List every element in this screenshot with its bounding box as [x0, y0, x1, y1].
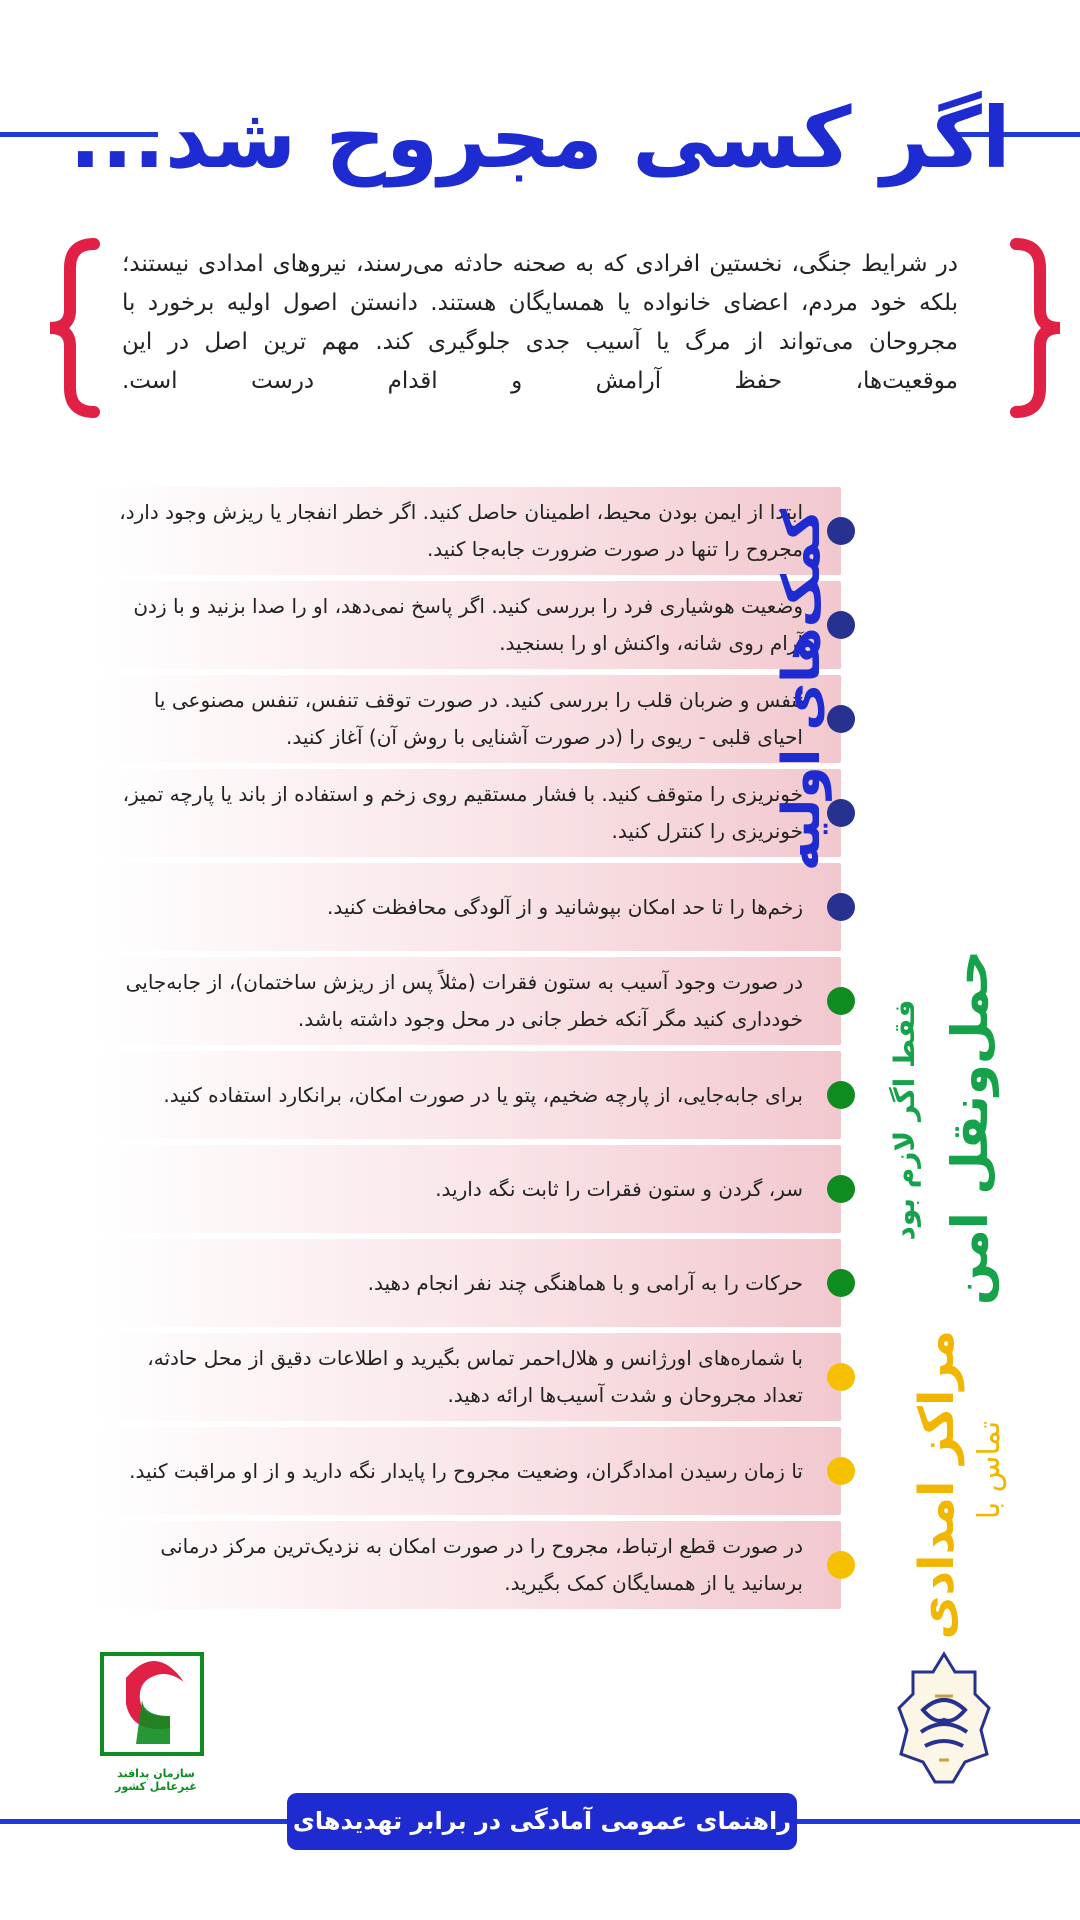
- footer-line-right: [794, 1819, 1080, 1824]
- list-item: [96, 863, 841, 951]
- list-item: [96, 581, 841, 669]
- list-item: [96, 1145, 841, 1233]
- list-item-text: تا زمان رسیدن امدادگران، وضعیت مجروح را پایدار نگه دارید و از او مراقبت کنید.: [129, 1458, 803, 1483]
- organization-logo: [96, 1648, 216, 1793]
- list-item-text: خونریزی را متوقف کنید. با فشار مستقیم روی زخم و استفاده از باند یا پارچه تمیز، خونریزی را کنترل کنید.: [122, 782, 803, 843]
- list-item: [96, 1051, 841, 1139]
- list-item: [96, 1333, 841, 1421]
- list-item: [96, 957, 841, 1045]
- section-title-first-aid: کمک‌های اولیه: [772, 508, 832, 872]
- list-item-text: با شماره‌های اورژانس و هلال‌احمر تماس بگیرید و اطلاعات دقیق از محل حادثه، تعداد مجروحان و شدت آسیب‌ها ارائه دهید.: [147, 1346, 803, 1407]
- seal-logo: [895, 1650, 993, 1786]
- bullet-dot: [827, 1175, 855, 1203]
- bullet-dot: [827, 1269, 855, 1297]
- list-item: [96, 1521, 841, 1609]
- organization-emblem-icon: [96, 1648, 216, 1763]
- bullet-dot: [827, 987, 855, 1015]
- page-title: اگر کسی مجروح شد...: [69, 89, 1011, 187]
- footer-banner: راهنمای عمومی آمادگی در برابر تهدیدهای نظامی: [287, 1793, 797, 1850]
- list-item-text: وضعیت هوشیاری فرد را بررسی کنید. اگر پاسخ نمی‌دهد، او را صدا بزنید و با زدن آرام روی شانه، واکنش او را بسنجید.: [133, 594, 803, 655]
- section-title-safe-transport: حمل‌ونقل امن: [941, 950, 999, 1306]
- list-item-text: سر، گردن و ستون فقرات را ثابت نگه دارید.: [435, 1176, 803, 1201]
- list-item: [96, 769, 841, 857]
- list-item-text: حرکات را به آرامی و با هماهنگی چند نفر انجام دهید.: [367, 1270, 803, 1295]
- brace-left-icon: [44, 238, 104, 418]
- list-item: [96, 675, 841, 763]
- list-item-text: زخم‌ها را تا حد امکان بپوشانید و از آلودگی محافظت کنید.: [327, 894, 803, 919]
- list-item: [96, 487, 841, 575]
- list-item-text: ابتدا از ایمن بودن محیط، اطمینان حاصل کنید. اگر خطر انفجار یا ریزش وجود دارد، مجروح را تنها در صورت ضرورت جابه‌جا کنید.: [119, 500, 803, 561]
- section-subtitle-safe-transport: فقط اگر لازم بود: [888, 999, 921, 1241]
- list-item-text: در صورت قطع ارتباط، مجروح را در صورت امکان به نزدیک‌ترین مرکز درمانی برسانید یا از همسایگان کمک بگیرید.: [160, 1534, 803, 1595]
- list-item-text: برای جابه‌جایی، از پارچه ضخیم، پتو یا در صورت امکان، برانکارد استفاده کنید.: [163, 1082, 803, 1107]
- list-item: [96, 1427, 841, 1515]
- brace-right-icon: [1006, 238, 1066, 418]
- section-subtitle-relief-centers: تماس با: [972, 1420, 1007, 1520]
- bullet-dot: [827, 1081, 855, 1109]
- section-title-relief-centers: مراکز امدادی: [909, 1330, 965, 1640]
- organization-caption: سازمان پدافند غیرعامل کشور: [115, 1767, 197, 1793]
- list-item: [96, 1239, 841, 1327]
- bullet-dot: [827, 1363, 855, 1391]
- bullet-dot: [827, 1551, 855, 1579]
- intro-paragraph: در شرایط جنگی، نخستین افرادی که به صحنه حادثه می‌رسند، نیروهای امدادی نیستند؛ بلکه خود مردم، اعضای خانواده یا همسایگان هستند. دانستن اصول اولیه برخورد با مجروحان می‌تواند از مرگ یا آسیب جدی جلوگیری کند. مهم ترین اصل در این موقعیت‌ها، حفظ آرامش و اقدام درست است.: [122, 251, 958, 394]
- bullet-dot: [827, 1457, 855, 1485]
- footer-line-left: [0, 1819, 290, 1824]
- list-item-text: تنفس و ضربان قلب را بررسی کنید. در صورت توقف تنفس، تنفس مصنوعی یا احیای قلبی - ریوی را (در صورت آشنایی با روش آن) آغاز کنید.: [153, 688, 803, 749]
- list-item-text: در صورت وجود آسیب به ستون فقرات (مثلاً پس از ریزش ساختمان)، از جابه‌جایی خودداری کنید مگر آنکه خطر جانی در محل وجود داشته باشد.: [125, 970, 803, 1031]
- seal-emblem-icon: [895, 1650, 993, 1786]
